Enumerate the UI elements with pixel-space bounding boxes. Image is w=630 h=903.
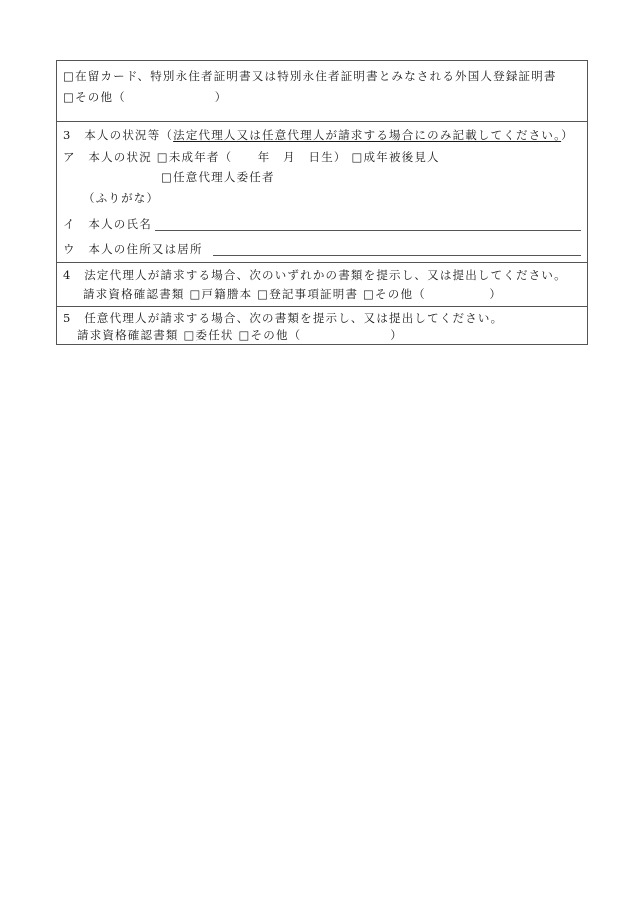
person-address-input-line[interactable] — [213, 255, 581, 256]
section5-heading: 5 任意代理人が請求する場合、次の書類を提示し、又は提出してください。 — [63, 311, 504, 325]
section3-heading-note: 法定代理人又は任意代理人が請求する場合にのみ記載してください。 — [173, 128, 562, 142]
request-form-continuation — [56, 60, 588, 344]
person-name-input-line[interactable] — [155, 230, 581, 231]
section3-heading-prefix: 3 本人の状況等（ — [63, 128, 174, 142]
section3-person-status-cell — [56, 120, 588, 263]
person-status-options[interactable]: ア 本人の状況 □未成年者（ 年 月 日生） □成年被後見人 — [63, 150, 440, 164]
section3-heading — [63, 128, 574, 142]
section4-document-options[interactable]: 請求資格確認書類 □戸籍謄本 □登記事項証明書 □その他（ ） — [83, 287, 503, 301]
section3-heading-suffix: ） — [561, 128, 574, 142]
section5-document-options[interactable]: 請求資格確認書類 □委任状 □その他（ ） — [77, 328, 403, 342]
section4-legal-representative-cell — [56, 262, 588, 307]
person-name-label: イ 本人の氏名 — [63, 217, 152, 231]
section5-voluntary-agent-cell — [56, 306, 588, 345]
id-document-cell — [56, 60, 588, 122]
section4-heading: 4 法定代理人が請求する場合、次のいずれかの書類を提示し、又は提出してください。 — [63, 268, 567, 282]
voluntary-agent-principal-checkbox[interactable]: □任意代理人委任者 — [161, 170, 275, 184]
other-document-checkbox-option[interactable]: □その他（ ） — [63, 90, 228, 104]
person-address-label: ウ 本人の住所又は居所 — [63, 242, 203, 256]
furigana-label: （ふりがな） — [83, 191, 160, 205]
residence-card-checkbox-option[interactable]: □在留カード、特別永住者証明書又は特別永住者証明書とみなされる外国人登録証明書 — [63, 69, 557, 83]
